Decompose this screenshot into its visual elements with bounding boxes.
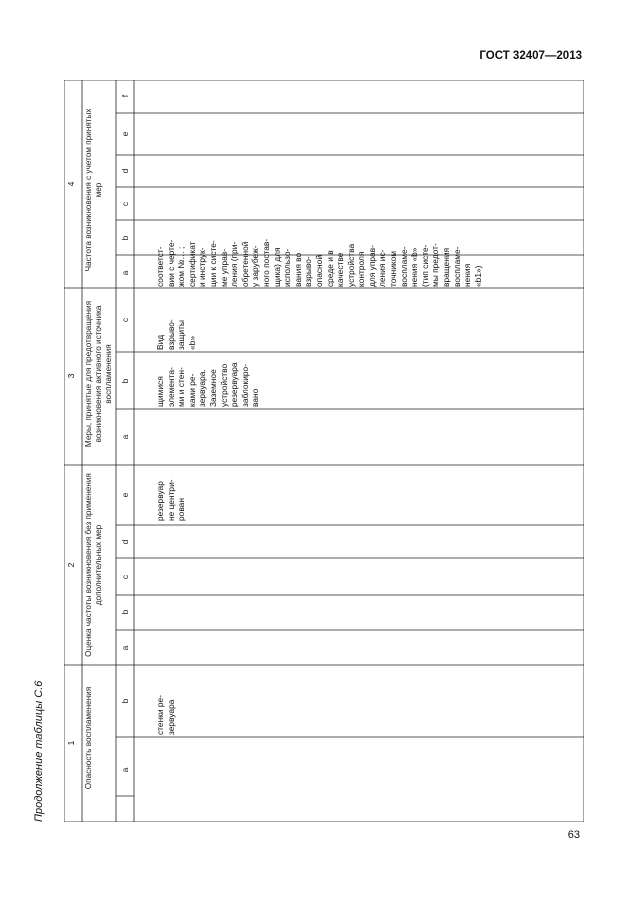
g2-label-c: c <box>120 574 130 580</box>
g2-label-b: b <box>120 609 130 615</box>
g4-label-a: a <box>120 270 130 276</box>
group-3-title: Меры, принятые для предотвращения возникновения активного источника воспламенения <box>84 300 113 448</box>
g4-label-d: d <box>120 168 130 174</box>
page-number: 63 <box>567 829 580 841</box>
group-4-number: 4 <box>66 181 76 187</box>
table-caption: Продолжение таблицы С.6 <box>33 680 45 822</box>
group-4-title: Частота возникновения с учетом принятых мер <box>84 108 103 272</box>
cell-g1-b: стенки ре- зервуара <box>155 695 176 735</box>
group-3-number: 3 <box>66 373 76 379</box>
g4-label-b: b <box>120 235 130 241</box>
group-1-title: Опасность воспламенения <box>84 686 93 790</box>
g3-label-b: b <box>120 378 130 384</box>
g4-label-e: e <box>120 131 130 137</box>
table-grid <box>64 80 584 822</box>
group-1-number: 1 <box>66 740 76 746</box>
g1-label-b: b <box>120 698 130 704</box>
g3-label-c: c <box>120 317 130 323</box>
cell-g3-a: щимися элемента- ми и стен- ками ре- зервуара. Заземное устройство резервуара заблокиро- вано <box>155 362 261 407</box>
group-2-title: Оценка частоты возникновения без применения дополнительных мер <box>84 473 103 657</box>
g4-label-f: f <box>120 94 130 98</box>
rotated-table <box>64 80 584 822</box>
page-header: ГОСТ 32407—2013 <box>479 50 582 62</box>
g1-label-a: a <box>120 767 130 773</box>
g3-label-a: a <box>120 434 130 440</box>
cell-g2-e: резервуар не центри- рован <box>155 479 187 521</box>
g4-label-c: c <box>120 201 130 207</box>
g2-label-a: a <box>120 645 130 651</box>
cell-g3-c: соответст- вии с черте- жом №… ; сертификат и инструк- ции к систе- ме управ- ления (при- обретенной у зарубеж- ного постав- щика) для использо- вания во взрыво- опасной среде и в качестве устройства контроля для управ- ления ис- точником воспламе- нения «b» (тип систе- мы предот- вращения воспламе- нения «b1») <box>155 238 483 287</box>
cell-g3-b: Вид взрыво- защиты «b» <box>155 319 197 350</box>
g2-label-e: e <box>120 492 130 498</box>
group-2-number: 2 <box>66 562 76 568</box>
g2-label-d: d <box>120 539 130 545</box>
